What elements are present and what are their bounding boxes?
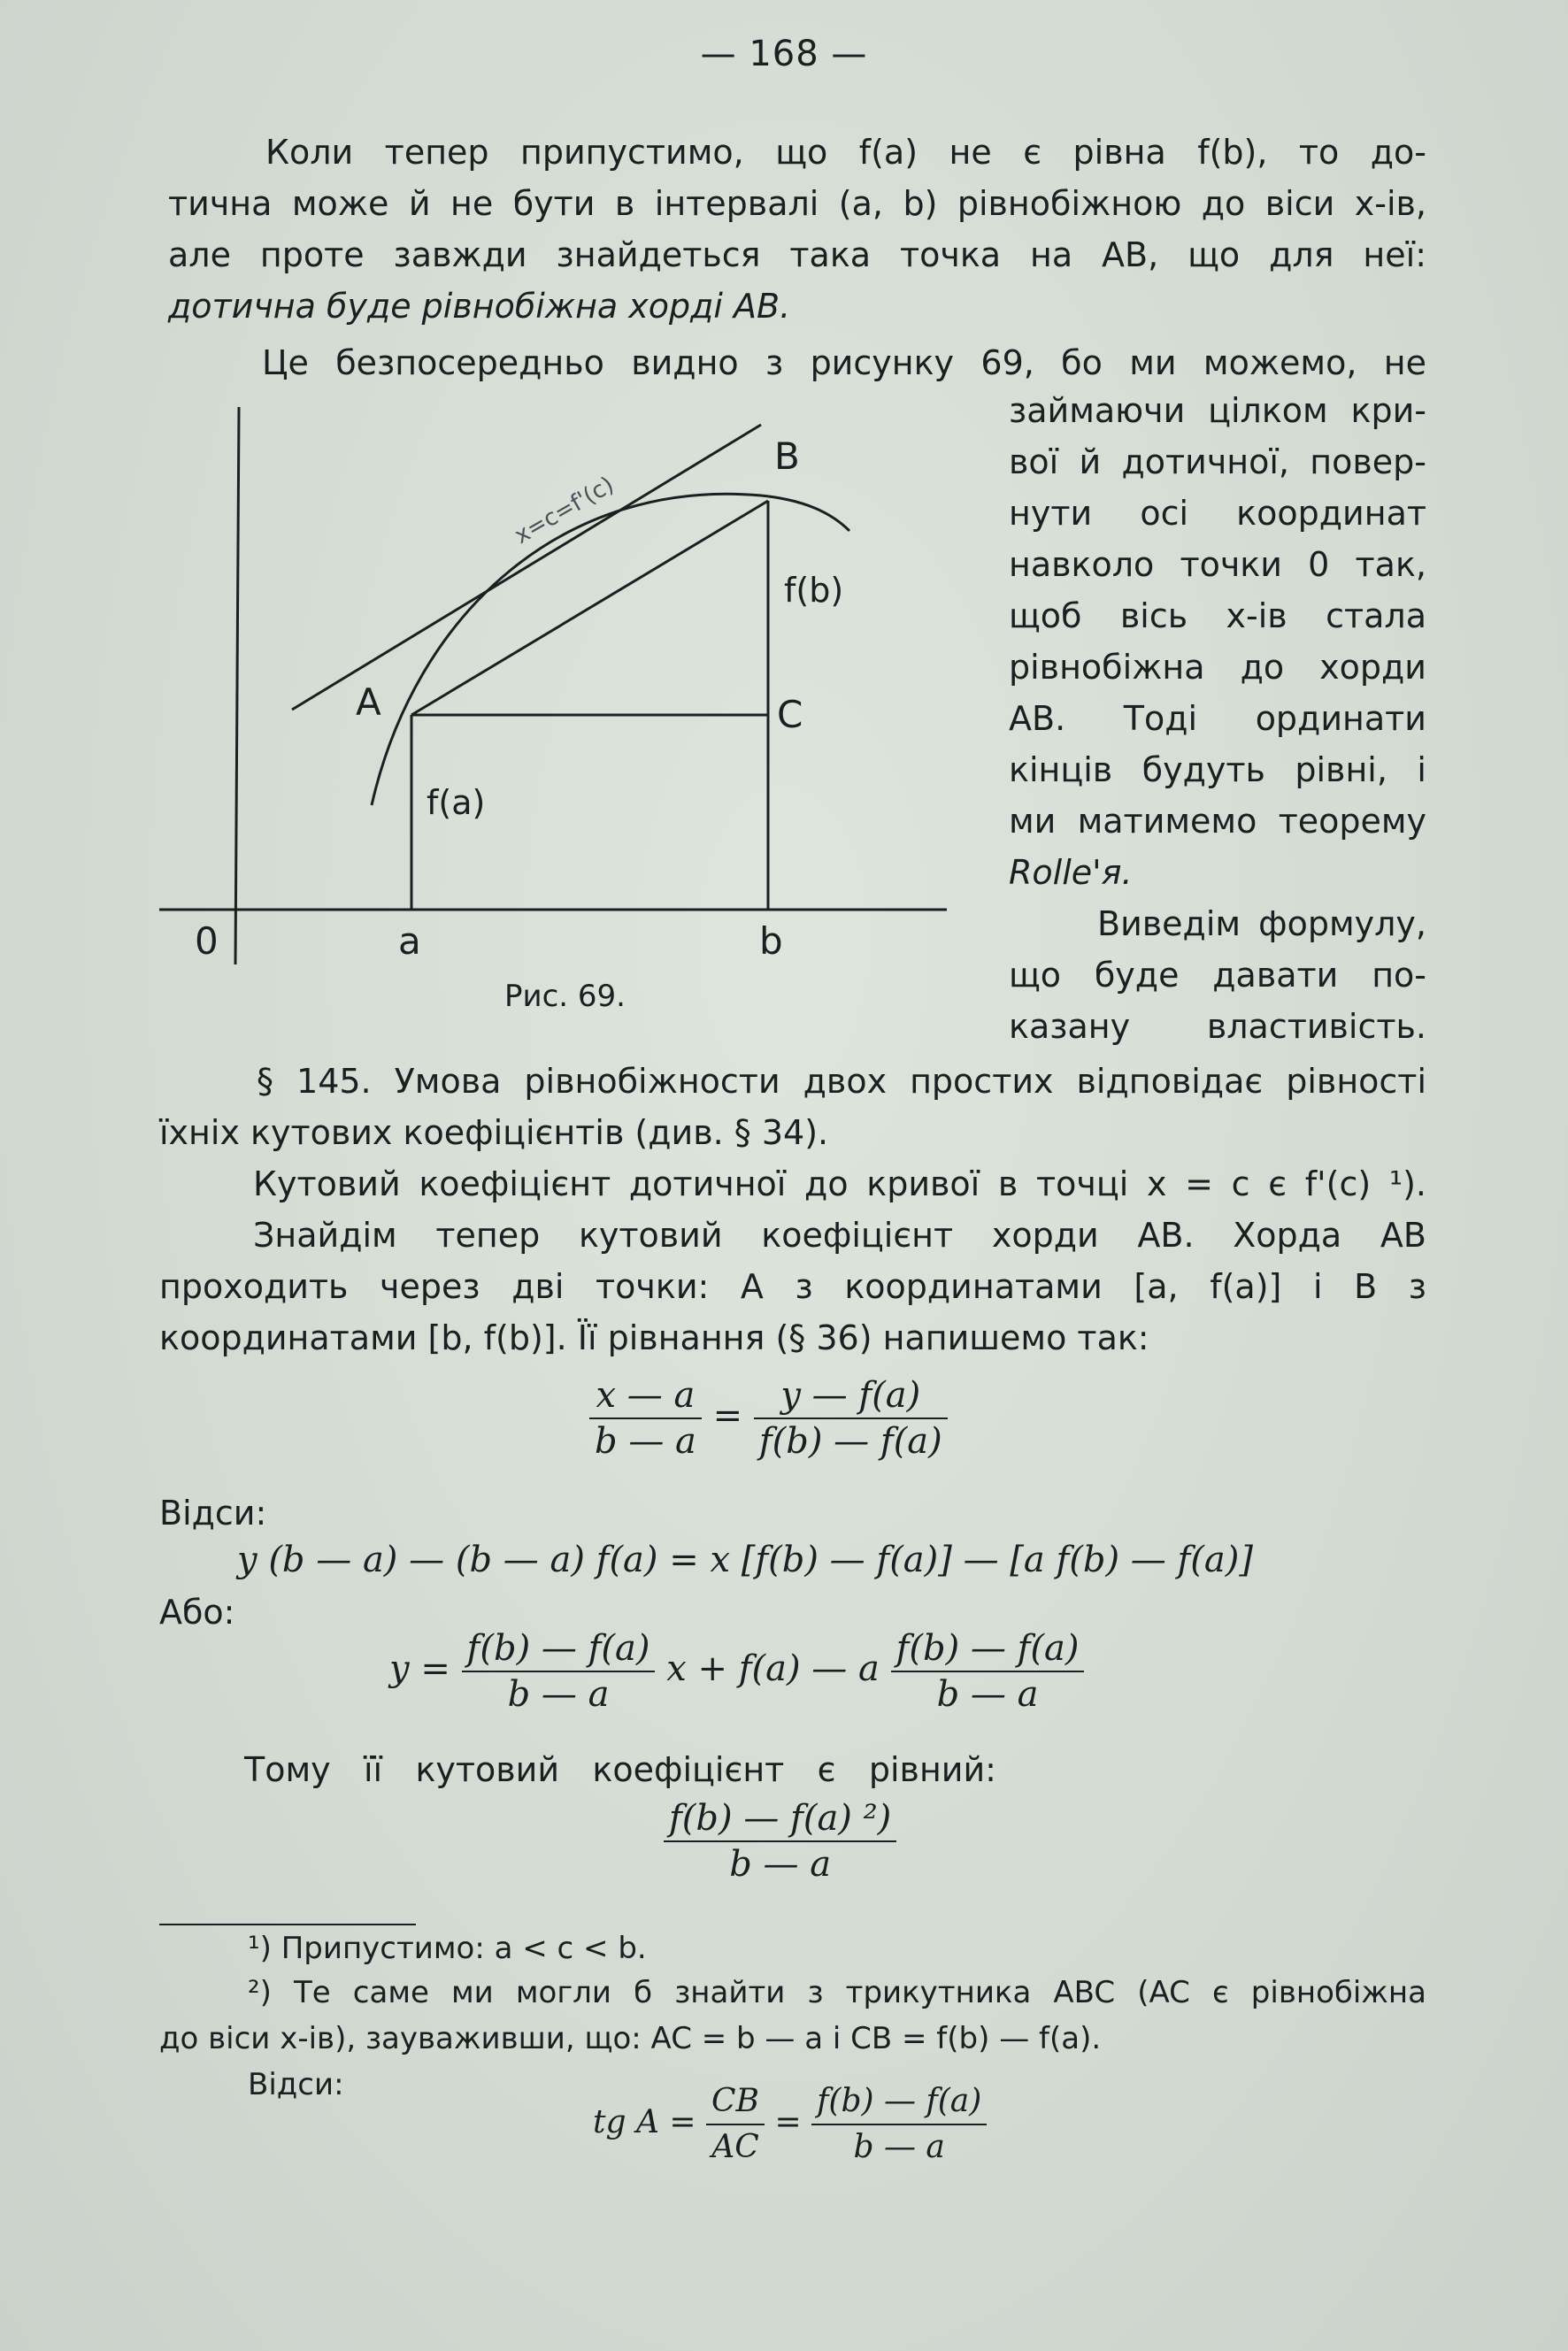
eq1-equals: = (712, 1395, 743, 1436)
side-line-2: вої й дотичної, повер- (1009, 442, 1426, 481)
side-line-5: щоб вісь x-ів стала (1009, 596, 1426, 635)
label-O: 0 (195, 919, 219, 963)
footnote-vidsy: Відси: (248, 2067, 344, 2102)
eq3-mid: x + f(a) — a (666, 1648, 880, 1689)
abo-label: Або: (159, 1593, 235, 1632)
vidsy-label: Відси: (159, 1494, 267, 1533)
side-line-10: Rolle'я. (1009, 853, 1133, 892)
para-tomu: Тому її кутовий коефіцієнт є рівний: (244, 1750, 996, 1789)
label-fa: f(a) (427, 783, 486, 822)
curve (372, 494, 849, 805)
eq3-y: y = (389, 1648, 450, 1689)
eq5-f2-den: b — a (853, 2129, 945, 2165)
eq5-f2-num: f(b) — f(a) (811, 2079, 987, 2125)
eq5-equals: = (774, 2104, 802, 2140)
figure-69 (150, 398, 965, 1035)
side-line-6: рівнобіжна до хорди (1009, 648, 1426, 687)
side-line-1: займаючи цілком кри- (1009, 391, 1426, 430)
eq5-lhs: tg A = (593, 2104, 696, 2140)
label-C: C (777, 693, 803, 736)
figure-caption: Рис. 69. (504, 979, 626, 1014)
equation-4 (664, 1796, 896, 1886)
para1-line-3: але проте завжди знайдеться така точка на AB, що для неї: (168, 235, 1426, 274)
side-line-4: навколо точки 0 так, (1009, 545, 1426, 584)
eq1-lhs-den: b — a (595, 1421, 696, 1462)
label-a: a (398, 919, 421, 963)
side2-line-1: Виведім формулу, (1097, 904, 1426, 943)
side-line-8: кінців будуть рівні, і (1009, 750, 1426, 789)
eq1-rhs-den: f(b) — f(a) (758, 1421, 942, 1462)
page-number: — 168 — (700, 34, 868, 74)
para-chord-line-1: Знайдім тепер кутовий коефіцієнт хорди AB. Хорда AB (253, 1216, 1426, 1255)
para-chord-line-3: координатами [b, f(b)]. Її рівнання (§ 36) напишемо так: (159, 1318, 1149, 1357)
para1-italic: дотична буде рівнобіжна хорді AB. (168, 287, 791, 326)
chord-ab (411, 501, 768, 715)
para-chord-line-2: проходить через дві точки: A з координатами [a, f(a)] і B з (159, 1267, 1426, 1306)
side-line-7: AB. Тоді ординати (1009, 699, 1426, 738)
label-B: B (774, 434, 800, 478)
label-A: A (356, 680, 381, 724)
y-axis (235, 407, 239, 964)
footnote-1: ¹) Припустимо: a < c < b. (248, 1931, 647, 1966)
label-fb: f(b) (784, 571, 844, 610)
equation-2: y (b — a) — (b — a) f(a) = x [f(b) — f(a)] — [a f(b) — f(a)] (237, 1540, 1253, 1580)
equation-1 (589, 1373, 948, 1464)
side-line-3: нути осі координат (1009, 494, 1426, 533)
eq4-num: f(b) — f(a) ²) (664, 1796, 896, 1842)
eq3-f1-num: f(b) — f(a) (462, 1626, 656, 1672)
eq5-f1-num: CB (706, 2079, 765, 2125)
equation-3 (389, 1626, 1084, 1717)
footnote-2-line-2: до віси x-ів), зауваживши, що: AC = b — a і CB = f(b) — f(a). (159, 2021, 1102, 2056)
eq3-f1-den: b — a (507, 1674, 610, 1715)
para2-line-1: Це безпосередньо видно з рисунку 69, бо ми можемо, не (262, 343, 1426, 382)
side-line-9: ми матимемо теорему (1009, 802, 1426, 841)
eq3-f2-den: b — a (936, 1674, 1039, 1715)
tangent-note: x=c=f'(c) (510, 472, 619, 550)
footnote-2-line-1: ²) Те саме ми могли б знайти з трикутника ABC (AC є рівнобіжна (248, 1975, 1426, 2010)
side2-line-2: що буде давати по- (1009, 956, 1426, 995)
para1-line-1: Коли тепер припустимо, що f(a) не є рівна f(b), то до- (265, 133, 1426, 172)
para145-line-1: § 145. Умова рівнобіжности двох простих відповідає рівності (257, 1062, 1426, 1101)
tangent-line (292, 425, 761, 710)
eq1-lhs-num: x — a (589, 1373, 702, 1419)
eq4-den: b — a (729, 1844, 832, 1885)
eq5-f1-den: AC (711, 2129, 759, 2165)
equation-5 (593, 2079, 987, 2170)
eq1-rhs-num: y — f(a) (754, 1373, 948, 1419)
para-tangent: Кутовий коефіцієнт дотичної до кривої в точці x = c є f'(c) ¹). (253, 1164, 1426, 1203)
footnote-rule (159, 1924, 416, 1925)
side2-line-3: казану властивість. (1009, 1007, 1426, 1046)
para145-line-2: їхніх кутових коефіцієнтів (див. § 34). (159, 1113, 829, 1152)
eq3-f2-num: f(b) — f(a) (891, 1626, 1085, 1672)
para1-line-2: тична може й не бути в інтервалі (a, b) рівнобіжною до віси x-ів, (168, 184, 1426, 223)
label-b: b (759, 919, 783, 963)
